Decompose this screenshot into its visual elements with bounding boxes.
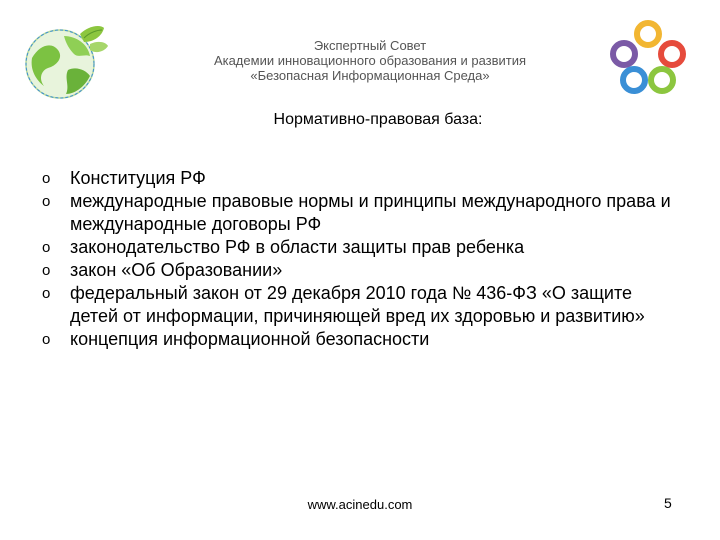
list-item-text: закон «Об Образовании» [70,260,283,280]
bullet-icon: o [42,193,51,210]
list-item-text: Конституция РФ [70,168,206,188]
academy-globe-logo [18,14,110,106]
list-item [42,282,682,328]
list-item [42,167,682,190]
bullet-icon: o [42,239,51,256]
bullet-icon: o [42,331,51,348]
list-item-text: федеральный закон от 29 декабря 2010 года № 436-ФЗ «О защите детей от информации, причиняющей вред их здоровью и развитию» [70,283,645,326]
header-line-2: Академии инновационного образования и развития [213,53,527,68]
organization-header [150,38,590,83]
list-item [42,236,682,259]
legal-basis-list [42,167,682,351]
footer-url: www.acinedu.com [307,497,413,512]
slide-subtitle: Нормативно-правовая база: [273,111,483,128]
list-item [42,328,682,351]
rings-logo [606,16,690,100]
header-line-1: Экспертный Совет [313,38,427,53]
bullet-icon: o [42,285,51,302]
list-item [42,190,682,236]
list-item [42,259,682,282]
bullet-icon: o [42,262,51,279]
header-line-3: «Безопасная Информационная Среда» [250,68,490,83]
page-number: 5 [664,495,672,511]
list-item-text: международные правовые нормы и принципы международного права и международные договоры РФ [70,191,671,234]
list-item-text: концепция информационной безопасности [70,329,430,349]
bullet-icon: o [42,170,51,187]
list-item-text: законодательство РФ в области защиты прав ребенка [70,237,525,257]
